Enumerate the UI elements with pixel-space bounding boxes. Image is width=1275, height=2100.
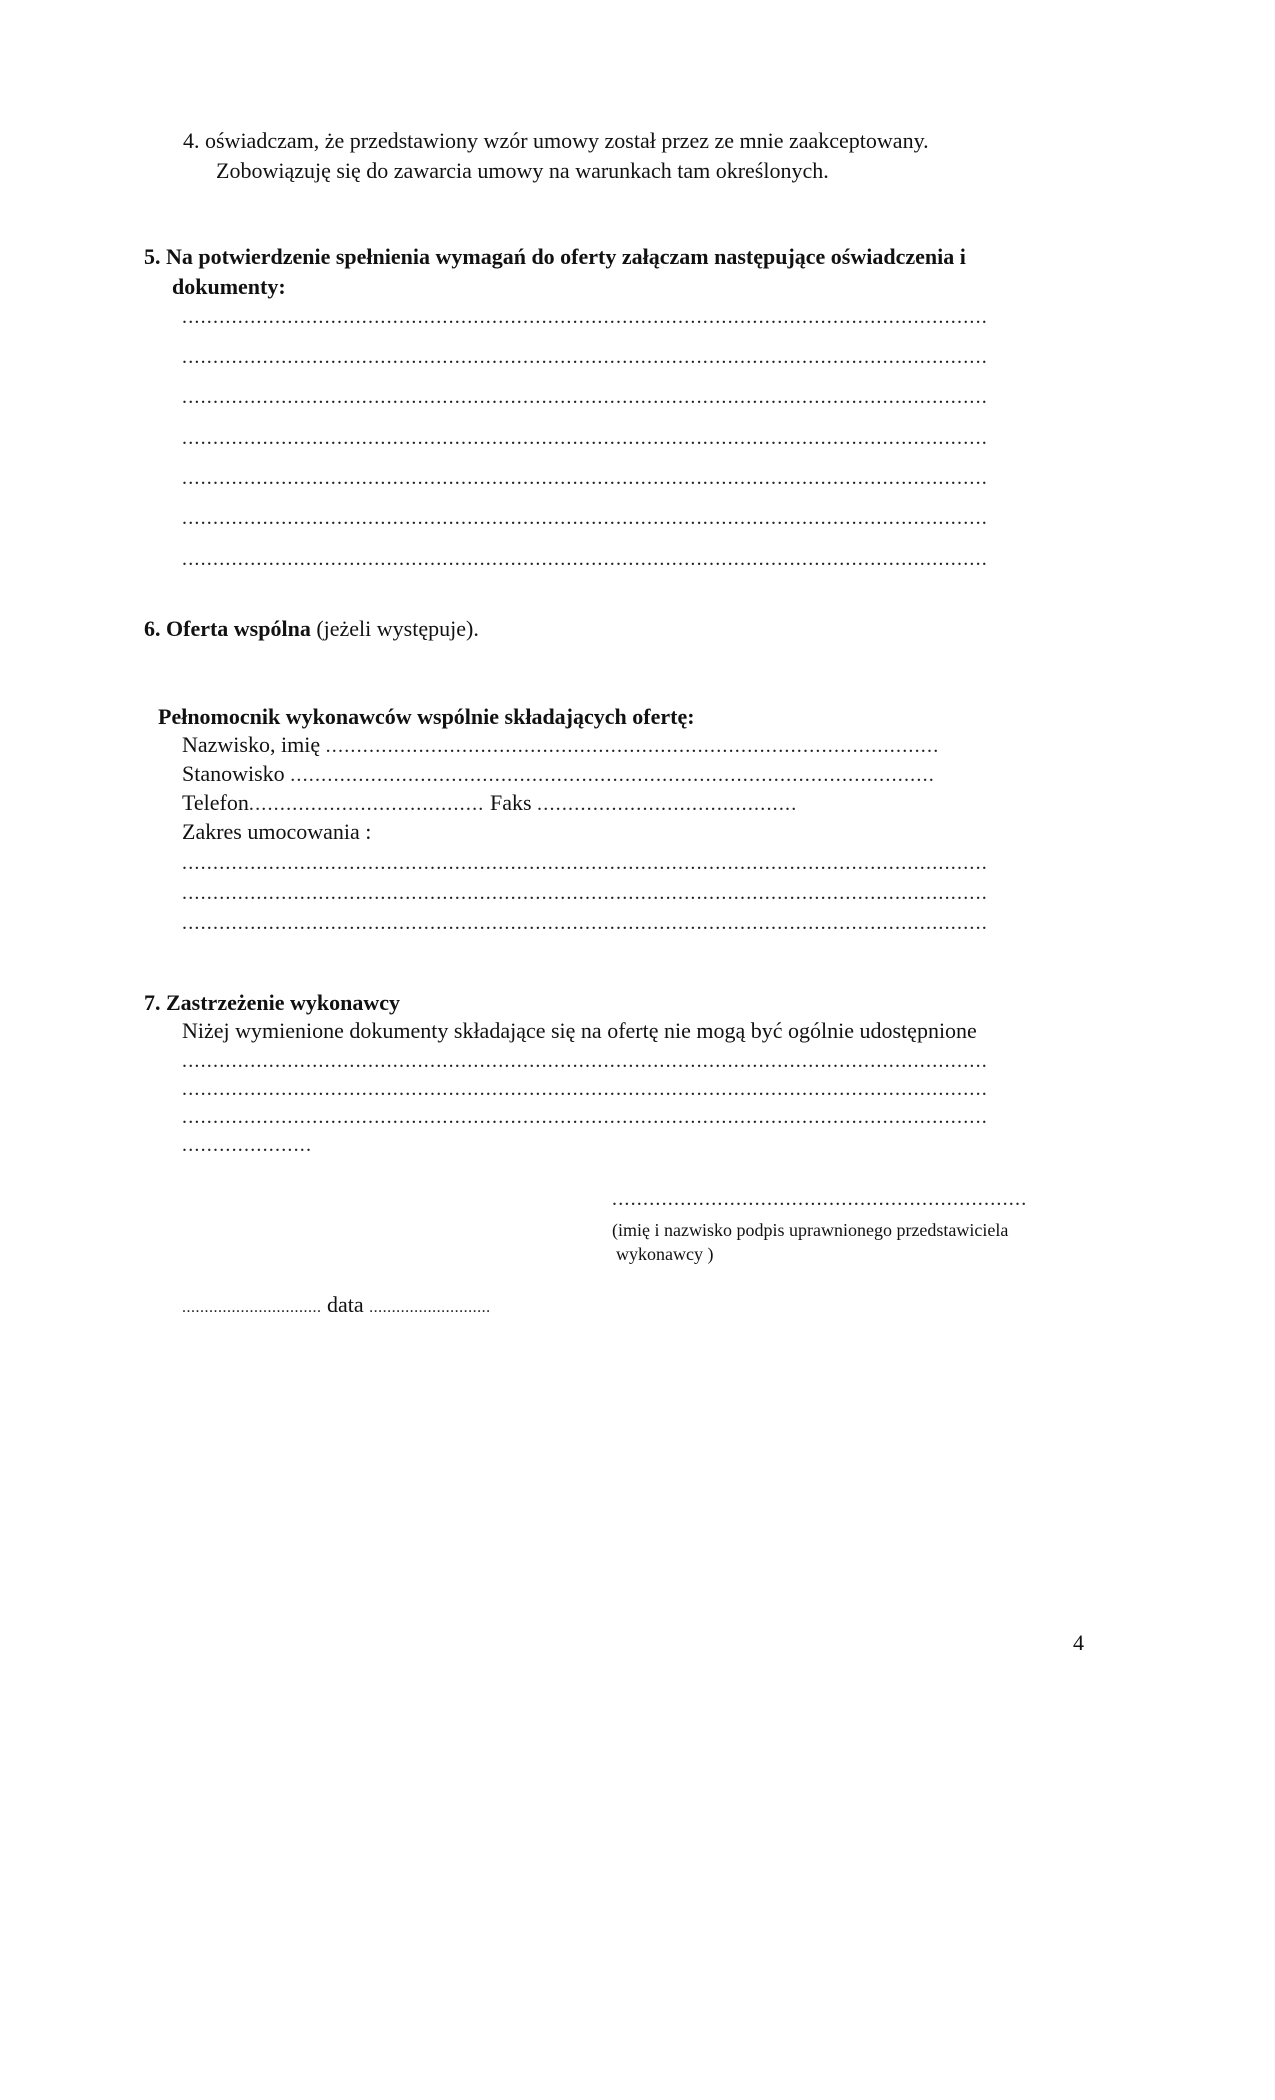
phone-fax-row <box>182 788 797 819</box>
scope-field-label: Zakres umocowania : <box>182 819 372 844</box>
section6-heading <box>144 614 479 644</box>
item4-line2: Zobowiązuję się do zawarcia umowy na warunkach tam określonych. <box>216 158 829 183</box>
section5-heading-line2: dokumenty: <box>172 274 286 299</box>
section7-heading: 7. Zastrzeżenie wykonawcy <box>144 990 401 1015</box>
date-left-dots: ............................... <box>182 1299 322 1316</box>
fill-line: ..................... <box>182 1134 313 1156</box>
signature-caption-line2: wykonawcy ) <box>616 1244 714 1264</box>
name-field-dots: ................................................................................................... <box>325 735 940 757</box>
fax-field-label: Faks <box>489 790 532 815</box>
fill-line: .................................................................................................................................. <box>182 912 988 934</box>
section6-subheading: Pełnomocnik wykonawców wspólnie składających ofertę: <box>158 704 695 729</box>
fill-line: .................................................................................................................................. <box>182 467 988 489</box>
page-number: 4 <box>1073 1630 1084 1655</box>
fill-line: .................................................................................................................................. <box>182 346 988 368</box>
position-field-dots: ........................................................................................................ <box>290 764 935 786</box>
name-field-row <box>182 730 939 761</box>
item4-line1: 4. oświadczam, że przedstawiony wzór umowy został przez ze mnie zaakceptowany. <box>183 128 929 153</box>
position-field-label: Stanowisko <box>182 761 285 786</box>
signature-line: ................................................................... <box>612 1188 1028 1210</box>
section7-text: Niżej wymienione dokumenty składające się na ofertę nie mogą być ogólnie udostępnione <box>182 1018 977 1043</box>
fill-line: .................................................................................................................................. <box>182 306 988 328</box>
date-label: data <box>321 1292 370 1317</box>
fill-line: .................................................................................................................................. <box>182 507 988 529</box>
fax-field-dots: .......................................... <box>537 793 798 815</box>
date-right-dots: ........................... <box>369 1299 491 1316</box>
fill-line: .................................................................................................................................. <box>182 548 988 570</box>
fill-line: .................................................................................................................................. <box>182 1078 988 1100</box>
date-row <box>182 1290 491 1323</box>
fill-line: .................................................................................................................................. <box>182 852 988 874</box>
name-field-label: Nazwisko, imię <box>182 732 321 757</box>
fill-line: .................................................................................................................................. <box>182 882 988 904</box>
section6-heading-rest: (jeżeli występuje). <box>310 616 479 641</box>
fill-line: .................................................................................................................................. <box>182 386 988 408</box>
position-field-row <box>182 759 935 790</box>
phone-field-dots: ...................................... <box>248 793 485 815</box>
fill-line: .................................................................................................................................. <box>182 1106 988 1128</box>
fill-line: .................................................................................................................................. <box>182 1050 988 1072</box>
section5-heading-line1: 5. Na potwierdzenie spełnienia wymagań do oferty załączam następujące oświadczenia i <box>144 244 966 269</box>
fill-line: .................................................................................................................................. <box>182 427 988 449</box>
phone-field-label: Telefon <box>182 790 249 815</box>
signature-caption-line1: (imię i nazwisko podpis uprawnionego przedstawiciela <box>612 1220 1009 1240</box>
section6-heading-bold: 6. Oferta wspólna <box>144 616 311 641</box>
